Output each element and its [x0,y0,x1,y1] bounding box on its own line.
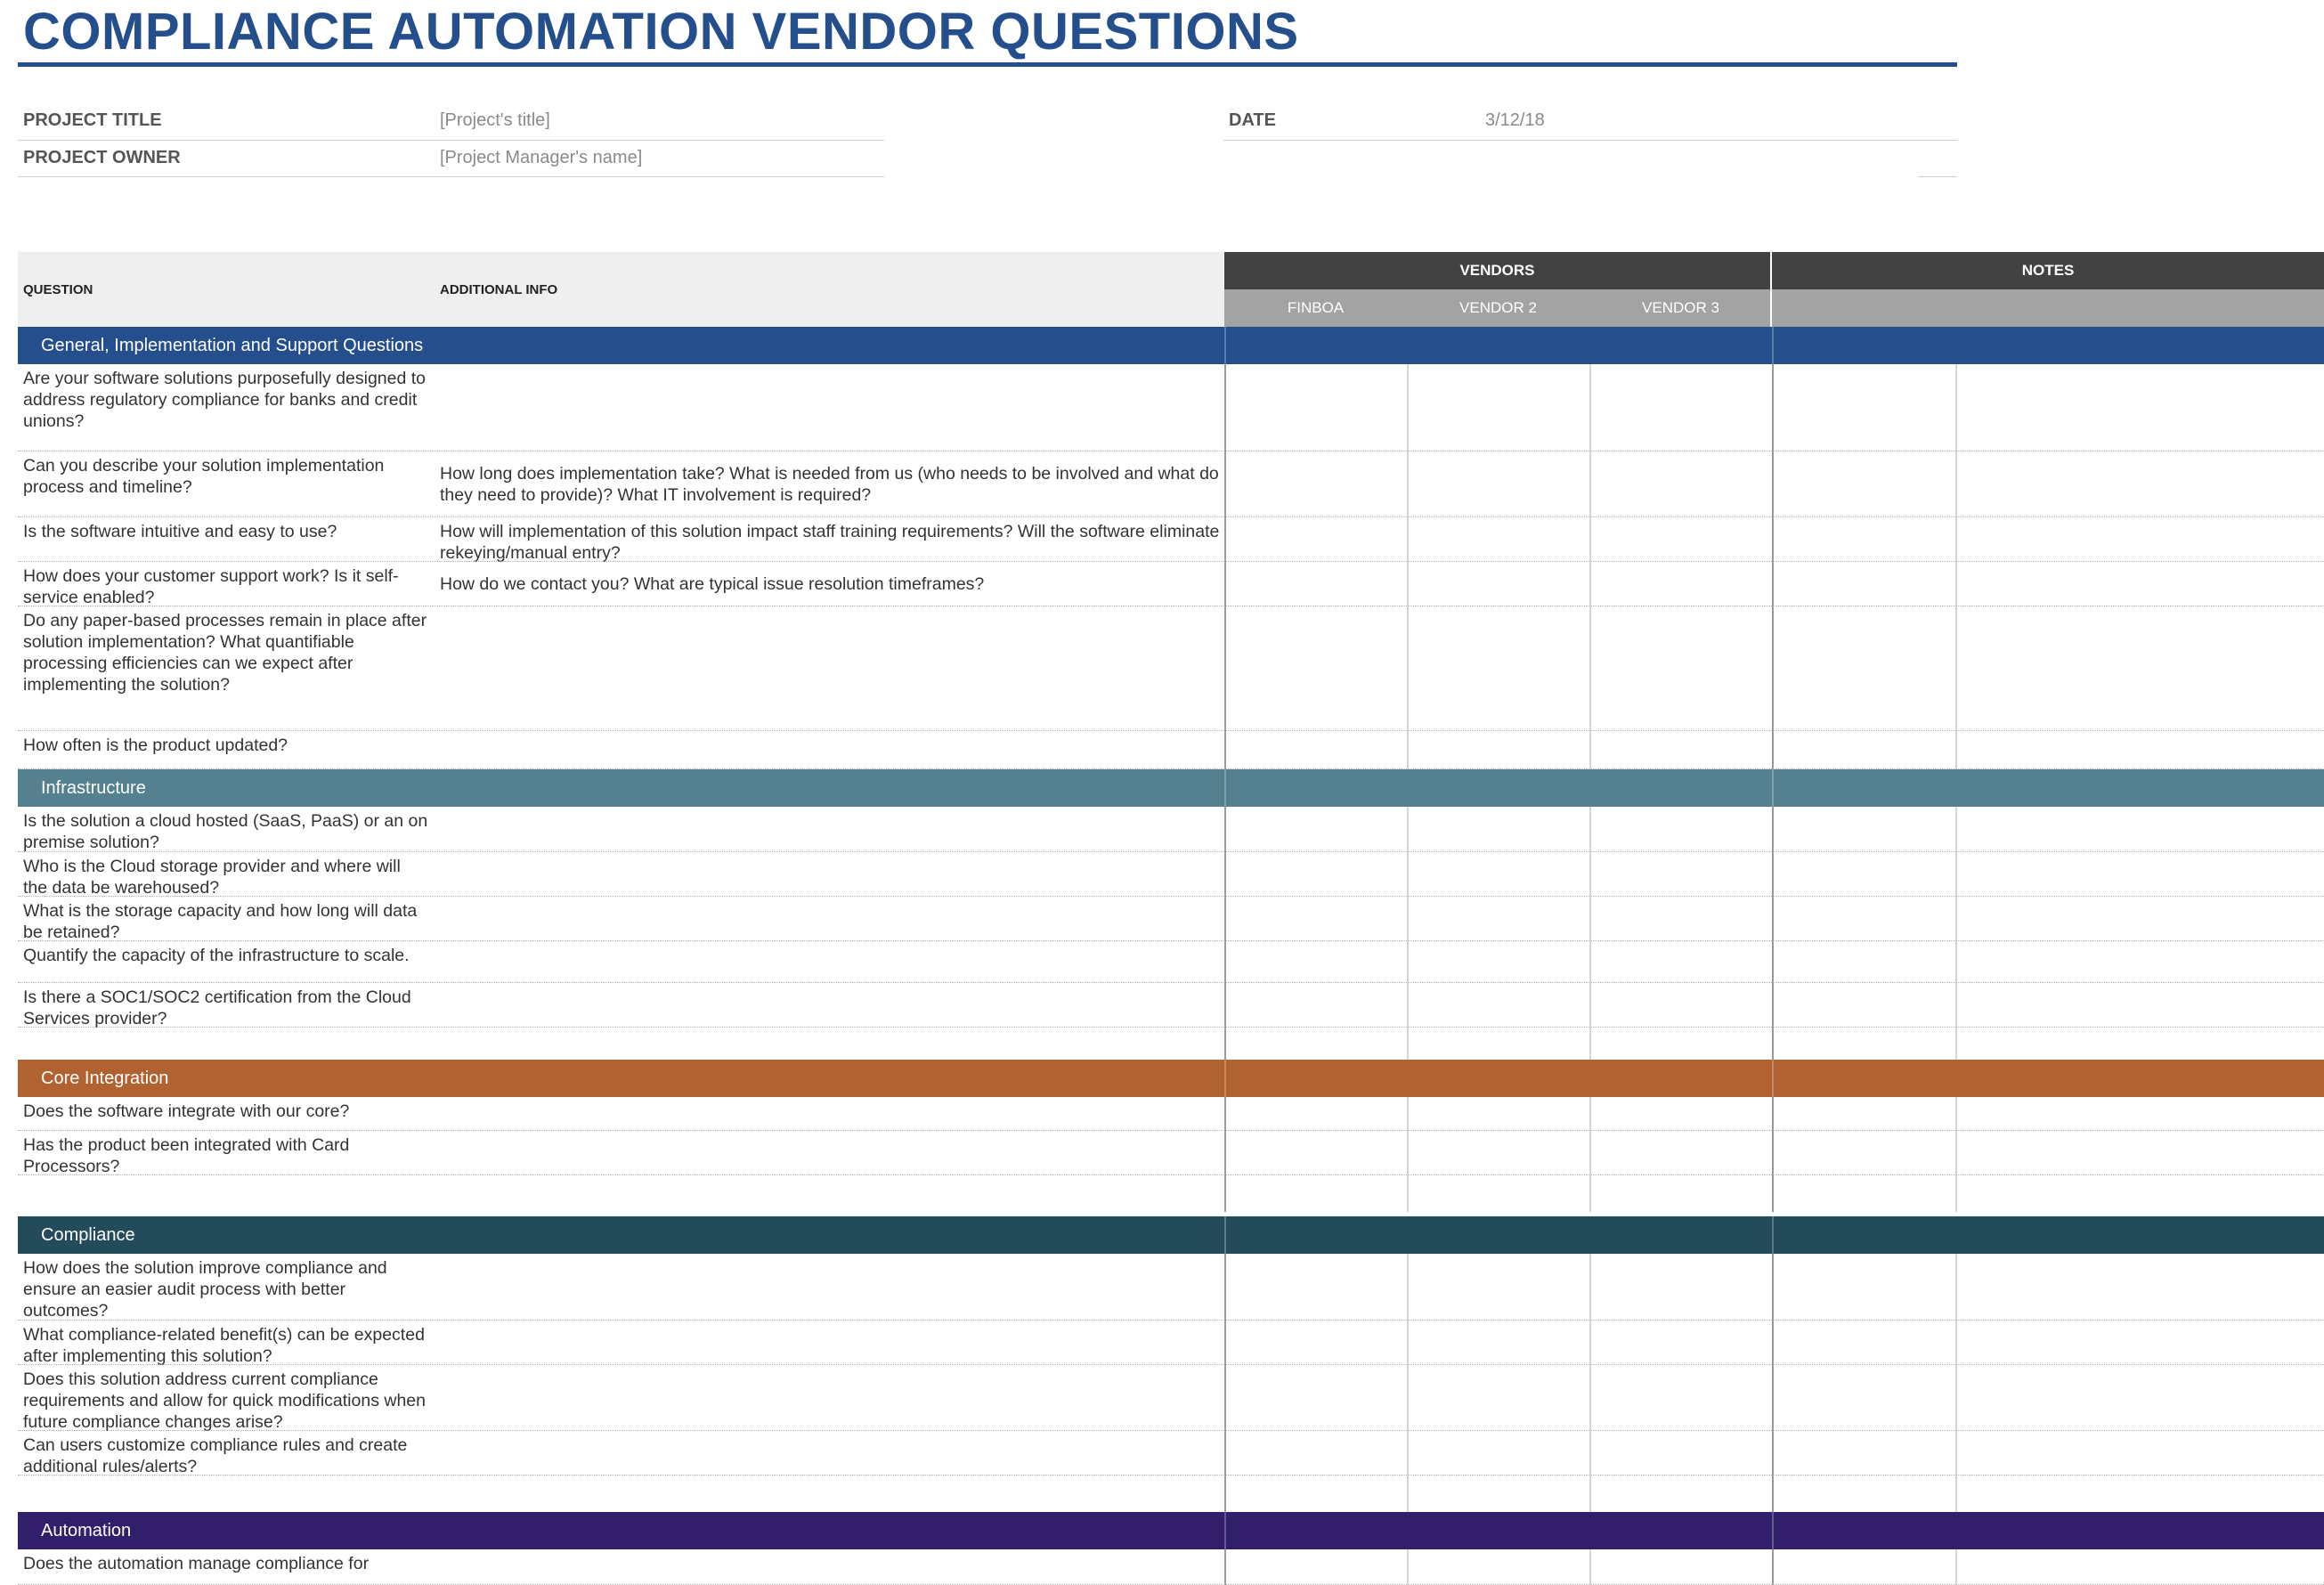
grid-line [1955,1175,1957,1212]
date-label: DATE [1229,110,1276,130]
vendor-response-cell[interactable] [1409,1254,1589,1320]
vendor-response-cell[interactable] [1226,983,1406,1027]
section-header [18,1060,2324,1097]
grid-line [1224,327,1226,364]
vendor-response-cell[interactable] [1226,941,1406,982]
notes-cell[interactable] [1957,1131,2323,1175]
grid-line [1224,769,1226,807]
section-header [18,1216,2324,1254]
vendor-response-cell[interactable] [1226,1254,1406,1320]
vendor-response-cell[interactable] [1409,606,1589,730]
vendor-response-cell[interactable] [1409,731,1589,768]
question-text: How often is the product updated? [23,736,288,755]
vendor-response-cell[interactable] [1226,1131,1406,1175]
section-header [18,1512,2324,1549]
vendors-header: VENDORS [1224,252,1770,289]
vendor-response-cell[interactable] [1591,941,1771,982]
vendor-response-cell[interactable] [1409,852,1589,896]
question-text: Does the software integrate with our core? [23,1101,350,1121]
grid-line [1955,1475,1957,1512]
project-owner-value[interactable]: [Project Manager's name] [440,148,643,167]
vendor-response-cell[interactable] [1591,1549,1771,1584]
question-text: Is the software intuitive and easy to use? [23,522,337,541]
notes-cell[interactable] [1774,983,1954,1027]
vendor-response-cell[interactable] [1226,731,1406,768]
section-title: Core Integration [41,1069,169,1088]
notes-cell[interactable] [1957,364,2323,451]
notes-cell[interactable] [1957,451,2323,516]
question-text: What is the storage capacity and how long will data be retained? [23,901,418,942]
vendor-response-cell[interactable] [1409,807,1589,851]
vendor-response-cell[interactable] [1226,1431,1406,1475]
vendor-response-cell[interactable] [1409,364,1589,451]
grid-line [1589,1028,1591,1063]
grid-line [1224,1028,1226,1063]
question-column-header: QUESTION [23,282,93,297]
notes-cell[interactable] [1774,897,1954,940]
notes-cell[interactable] [1774,941,1954,982]
vendor-response-cell[interactable] [1591,897,1771,940]
vendor-response-cell[interactable] [1591,364,1771,451]
section-header [18,327,2324,364]
grid-line [1224,1475,1226,1512]
notes-cell[interactable] [1774,1431,1954,1475]
notes-cell[interactable] [1774,852,1954,896]
vendor-2-header: VENDOR 2 [1459,299,1537,316]
vendor-response-cell[interactable] [1409,983,1589,1027]
notes-cell[interactable] [1957,731,2323,768]
question-text: Is the solution a cloud hosted (SaaS, PaaS) or an on premise solution? [23,811,428,852]
notes-cell[interactable] [1774,1131,1954,1175]
vendor-response-cell[interactable] [1226,1321,1406,1364]
notes-cell[interactable] [1957,1321,2323,1364]
notes-cell[interactable] [1774,562,1954,606]
vendor-response-cell[interactable] [1591,1365,1771,1430]
vendor-response-cell[interactable] [1226,897,1406,940]
vendor-response-cell[interactable] [1591,731,1771,768]
question-text: Quantify the capacity of the infrastructure to scale. [23,946,410,965]
grid-line [1407,1175,1409,1212]
page-title: COMPLIANCE AUTOMATION VENDOR QUESTIONS [23,3,1299,61]
vendor-response-cell[interactable] [1226,807,1406,851]
vendor-finboa-header: FINBOA [1287,299,1345,316]
notes-cell[interactable] [1957,1549,2323,1584]
vendor-response-cell[interactable] [1409,897,1589,940]
project-title-label: PROJECT TITLE [23,110,162,130]
question-text: Are your software solutions purposefully designed to address regulatory compliance for banks and credit unions? [23,369,427,431]
meta-divider [1918,176,1957,177]
vendor-response-cell[interactable] [1409,941,1589,982]
notes-cell[interactable] [1774,1549,1954,1584]
notes-cell[interactable] [1774,807,1954,851]
notes-cell[interactable] [1774,1365,1954,1430]
question-text: Who is the Cloud storage provider and where will the data be warehoused? [23,857,401,898]
notes-cell[interactable] [1774,1097,1954,1130]
vendor-response-cell[interactable] [1591,1321,1771,1364]
notes-header: NOTES [1772,252,2324,289]
grid-line [1224,1512,1226,1549]
grid-line [1772,1175,1774,1212]
grid-line [1772,769,1774,807]
question-text: Is there a SOC1/SOC2 certification from the Cloud Services provider? [23,988,411,1028]
vendor-response-cell[interactable] [1409,1365,1589,1430]
question-text: Does the automation manage compliance for [23,1554,370,1573]
notes-cell[interactable] [1774,1254,1954,1320]
notes-cell[interactable] [1957,897,2323,940]
grid-line [1589,1475,1591,1512]
vendor-response-cell[interactable] [1409,1549,1589,1584]
grid-line [1224,1216,1226,1254]
grid-line [1955,1028,1957,1063]
vendor-response-cell[interactable] [1591,807,1771,851]
vendor-response-cell[interactable] [1591,517,1771,561]
notes-cell[interactable] [1957,1431,2323,1475]
notes-cell[interactable] [1957,1365,2323,1430]
vendor-response-cell[interactable] [1591,606,1771,730]
additional-info-text: How do we contact you? What are typical issue resolution timeframes? [440,574,985,594]
section-title: Compliance [41,1225,135,1245]
vendor-response-cell[interactable] [1226,852,1406,896]
project-title-value[interactable]: [Project's title] [440,110,550,130]
question-text: Has the product been integrated with Card Processors? [23,1135,350,1176]
notes-cell[interactable] [1957,1254,2323,1320]
notes-cell[interactable] [1774,1321,1954,1364]
vendor-response-cell[interactable] [1409,451,1589,516]
vendor-3-header: VENDOR 3 [1642,299,1719,316]
table-header-left [18,252,1224,327]
question-text: Do any paper-based processes remain in place after solution implementation? What quantifiable processing efficiencies can we expect after implementing the solution? [23,611,427,695]
vendor-response-cell[interactable] [1591,1431,1771,1475]
vendor-response-cell[interactable] [1591,1254,1771,1320]
section-title: Infrastructure [41,778,146,798]
vendor-response-cell[interactable] [1409,1321,1589,1364]
grid-line [1407,1028,1409,1063]
notes-cell[interactable] [1957,941,2323,982]
question-text: How does your customer support work? Is it self-service enabled? [23,566,399,607]
vendor-response-cell[interactable] [1591,562,1771,606]
vendor-response-cell[interactable] [1409,1131,1589,1175]
notes-cell[interactable] [1957,606,2323,730]
notes-cell[interactable] [1774,517,1954,561]
date-value[interactable]: 3/12/18 [1485,110,1545,130]
vendor-response-cell[interactable] [1226,451,1406,516]
vendor-response-cell[interactable] [1226,562,1406,606]
notes-cell[interactable] [1957,807,2323,851]
grid-line [1772,1475,1774,1512]
vendor-response-cell[interactable] [1591,983,1771,1027]
grid-line [1772,1216,1774,1254]
vendor-response-cell[interactable] [1226,606,1406,730]
notes-cell[interactable] [1774,451,1954,516]
meta-divider [1223,140,1957,141]
grid-line [1772,1028,1774,1063]
vendor-response-cell[interactable] [1409,517,1589,561]
vendor-response-cell[interactable] [1409,1097,1589,1130]
grid-line [1772,1512,1774,1549]
notes-cell[interactable] [1957,517,2323,561]
vendor-response-cell[interactable] [1226,1549,1406,1584]
vendor-response-cell[interactable] [1409,1431,1589,1475]
additional-info-text: How will implementation of this solution impact staff training requirements? Will the software eliminate rekeying/manual entry? [440,522,1220,563]
notes-cell[interactable] [1957,562,2323,606]
title-underline [18,62,1957,67]
vendor-response-cell[interactable] [1226,1365,1406,1430]
section-title: Automation [41,1521,132,1540]
section-title: General, Implementation and Support Questions [41,336,424,355]
additional-info-column-header: ADDITIONAL INFO [440,282,558,297]
notes-cell[interactable] [1957,852,2323,896]
meta-divider [18,176,884,177]
meta-divider [18,140,884,141]
question-text: What compliance-related benefit(s) can be expected after implementing this solution? [23,1325,425,1366]
question-text: Can users customize compliance rules and create additional rules/alerts? [23,1435,408,1476]
vendor-response-cell[interactable] [1226,517,1406,561]
question-text: How does the solution improve compliance and ensure an easier audit process with better outcomes? [23,1258,387,1321]
grid-line [1407,1475,1409,1512]
grid-line [1772,1060,1774,1097]
question-text: Can you describe your solution implementation process and timeline? [23,456,385,497]
vendor-response-cell[interactable] [1226,1097,1406,1130]
grid-line [1224,1060,1226,1097]
notes-cell[interactable] [1774,606,1954,730]
notes-cell[interactable] [1774,731,1954,768]
vendor-response-cell[interactable] [1591,852,1771,896]
grid-line [1589,1175,1591,1212]
vendor-response-cell[interactable] [1591,451,1771,516]
project-owner-label: PROJECT OWNER [23,148,181,167]
vendor-response-cell[interactable] [1591,1131,1771,1175]
additional-info-text: How long does implementation take? What is needed from us (who needs to be involved and what do they need to provide)? What IT involvement is required? [440,464,1219,505]
notes-cell[interactable] [1774,364,1954,451]
vendor-response-cell[interactable] [1226,364,1406,451]
vendor-response-cell[interactable] [1591,1097,1771,1130]
grid-line [1772,327,1774,364]
vendor-response-cell[interactable] [1409,562,1589,606]
question-text: Does this solution address current compliance requirements and allow for quick modifications when future compliance changes arise? [23,1370,426,1432]
grid-line [1224,1175,1226,1212]
row-divider [18,1027,2324,1028]
section-header [18,769,2324,807]
notes-cell[interactable] [1957,983,2323,1027]
notes-cell[interactable] [1957,1097,2323,1130]
